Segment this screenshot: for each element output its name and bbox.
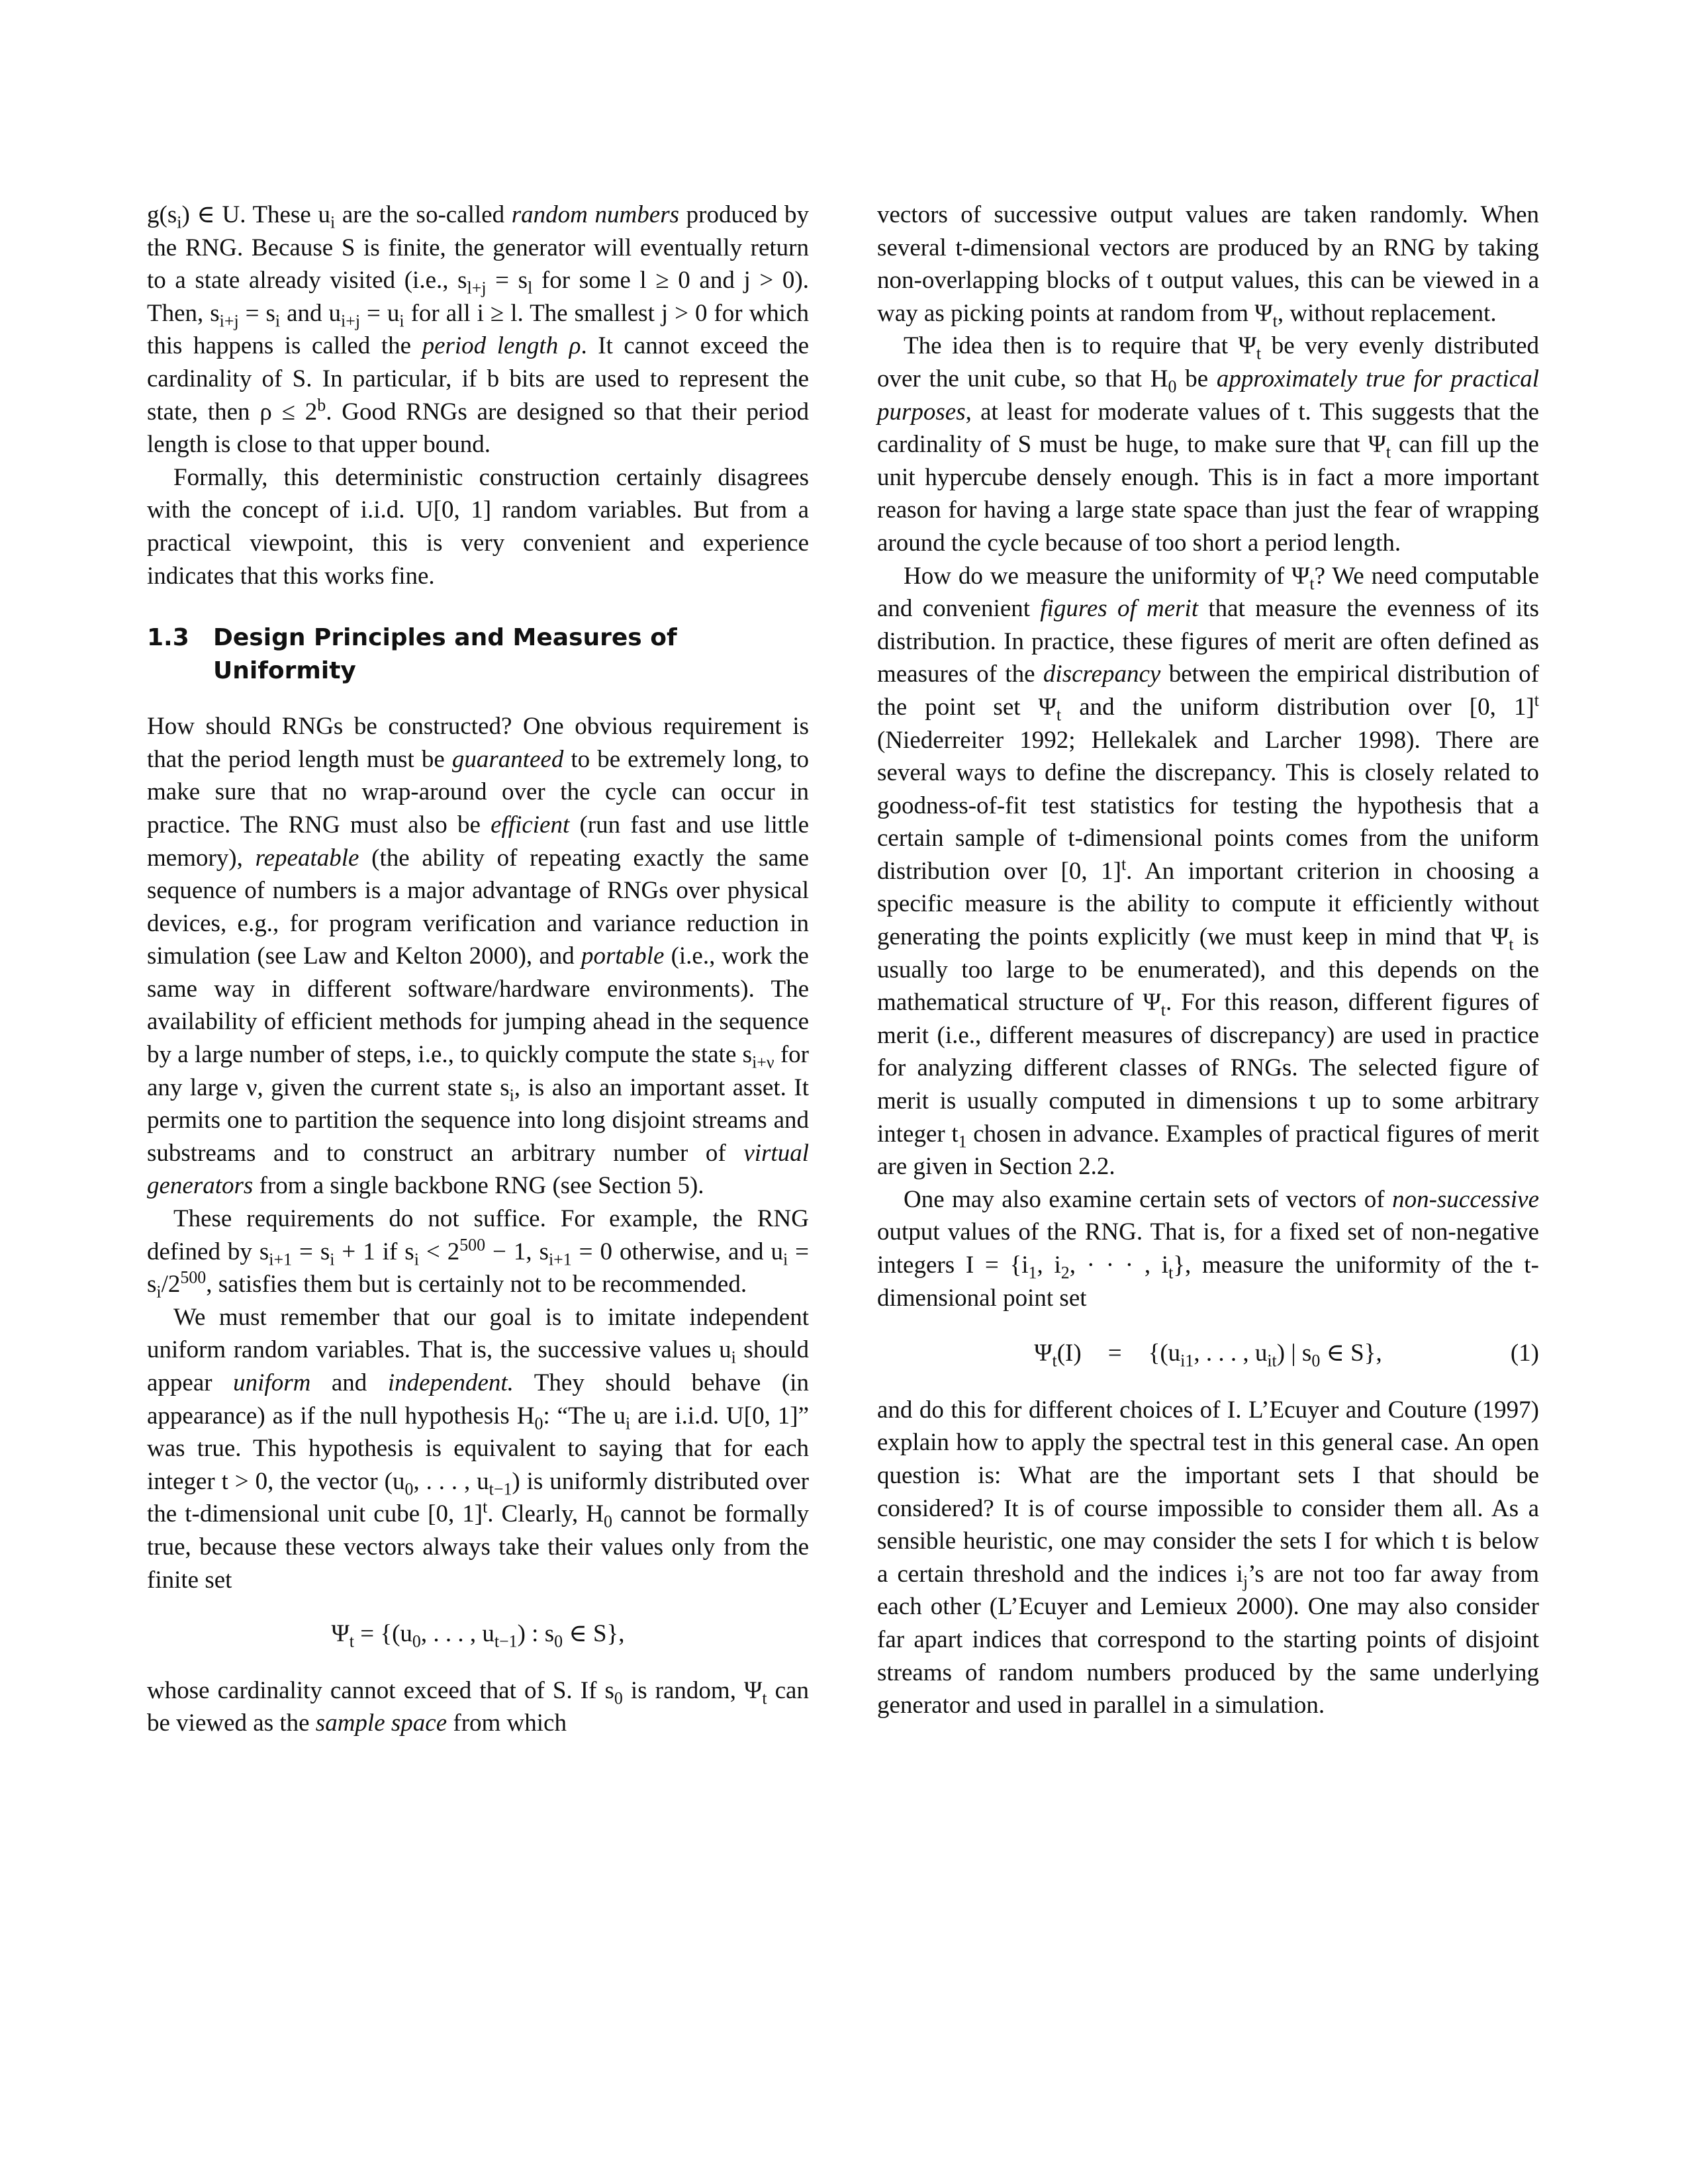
left-column xyxy=(147,199,809,1740)
equation-1-body: $\Psi_t(I) = \{(u_{i1}$, . . . , $u_{it}$) | $s_0$ ∈ S}, xyxy=(1034,1340,1382,1371)
paragraph-non-successive: One may also examine certain sets of vectors of non-successive output values of the RNG. That is, for a fixed set of non-negative integers $I = \{i_1$, $i_2$, · · · , $i_t$}, measure the uniformity of the t-dimensional point set xyxy=(877,1185,1539,1312)
paragraph-design-requirements: How should RNGs be constructed? One obvious requirement is that the period length must be guaranteed to be extremely long, to make sure that no wrap-around over the cycle can occur in practice. The RNG must also be efficient (run fast and use little memory), repeatable (the ability of repeating exactly the same sequence of numbers is a major advantage of RNGs over physical devices, e.g., for program verification and variance reduction in simulation (see Law and Kelton 2000), and portable (i.e., work the same way in different software/hardware environments). The availability of efficient methods for jumping ahead in the sequence by a large number of steps, i.e., to quickly compute the state $s_{i+\nu}$ for any large ν, given the current state $s_i$, is also an important asset. It permits one to partition the sequence into long disjoint streams and substreams and to construct an arbitrary number of virtual generators from a single backbone RNG (see Section 5). xyxy=(147,713,810,1200)
paragraph-formally: Formally, this deterministic construction certainly disagrees with the concept of i.i.d. U[0, 1] random variables. But from a practical viewpoint, this is very convenient and experience indicates that this works fine. xyxy=(147,463,809,590)
equation-psi-set: $\Psi_t = \{(u_0$, . . . , $u_{t-1}$) : $s_0$ ∈ S}, xyxy=(331,1620,625,1651)
equation-number: (1) xyxy=(1510,1340,1539,1367)
section-number: 1.3 xyxy=(147,624,189,652)
right-column xyxy=(877,199,1539,1722)
equation-1 xyxy=(877,1337,1539,1370)
paragraph-vectors-successive: vectors of successive output values are taken randomly. When several t-dimensional vectors are produced by an RNG by taking non-overlapping blocks of t output values, this can be viewed in a way as picking points at random from $\Psi_t$, without replacement. xyxy=(877,201,1539,331)
paragraph-figures-of-merit: How do we measure the uniformity of $\Psi_t$? We need computable and convenient figures of merit that measure the evenness of its distribution. In practice, these figures of merit are often defined as measures of the discrepancy between the empirical distribution of the point set $\Psi_t$ and the uniform distribution over [0, 1]$^t$ (Niederreiter 1992; Hellekalek and Larcher 1998). There are several ways to define the discrepancy. This is closely related to goodness-of-fit test statistics for testing the hypothesis that a certain sample of t-dimensional points comes from the uniform distribution over [0, 1]$^t$. An important criterion in choosing a specific measure is the ability to compute it efficiently without generating the points explicitly (we must keep in mind that $\Psi_t$ is usually too large to be enumerated), and this depends on the mathematical structure of $\Psi_t$. For this reason, different figures of merit (i.e., different measures of discrepancy) are used in practice for analyzing different classes of RNGs. The selected figure of merit is usually computed in dimensions t up to some arbitrary integer $t_1$ chosen in advance. Examples of practical figures of merit are given in Section 2.2. xyxy=(877,562,1540,1181)
paragraph-sample-space: whose cardinality cannot exceed that of S. If $s_0$ is random, $\Psi_t$ can be viewed as the sample space from which xyxy=(147,1676,809,1737)
section-heading xyxy=(147,621,809,688)
paragraph-evenly-distributed: The idea then is to require that $\Psi_t$ be very evenly distributed over the unit cube, so that $H_0$ be approximately true for practical purposes, at least for moderate values of t. This suggests that the cardinality of S must be huge, to make sure that $\Psi_t$ can fill up the unit hypercube densely enough. This is in fact a more important reason for having a large state space than just the fear of wrapping around the cycle because of too short a period length. xyxy=(877,332,1540,557)
section-title: Design Principles and Measures of Uniformity xyxy=(213,624,677,685)
paragraph-goal-imitate: We must remember that our goal is to imitate independent uniform random variables. That is, the successive values $u_i$ should appear uniform and independent. They should behave (in appearance) as if the null hypothesis $H_0$: “The $u_i$ are i.i.d. U[0, 1]” was true. This hypothesis is equivalent to saying that for each integer t > 0, the vector ($u_0$, . . . , $u_{t-1}$) is uniformly distributed over the t-dimensional unit cube [0, 1]$^t$. Clearly, $H_0$ cannot be formally true, because these vectors always take their values only from the finite set xyxy=(147,1303,810,1594)
paragraph-spectral-test: and do this for different choices of I. L’Ecuyer and Couture (1997) explain how to apply the spectral test in this general case. An open question is: What are the important sets I that should be considered? It is of course impossible to consider them all. As a sensible heuristic, one may consider the sets I for which t is below a certain threshold and the indices $i_j’s$ are not too far away from each other (L’Ecuyer and Lemieux 2000). One may also consider far apart indices that correspond to the starting points of disjoint streams of random numbers produced by the same underlying generator and used in parallel in a simulation. xyxy=(877,1396,1539,1719)
paragraph-rng-period: $g(s_i)$ ∈ U. These $u_i$ are the so-called random numbers produced by the RNG. Because S is finite, the generator will eventually return to a state already visited (i.e., $s_{l+j} = s_l$ for some l ≥ 0 and j > 0). Then, $s_{i+j} = s_i$ and $u_{i+j} = u_i$ for all i ≥ l. The smallest j > 0 for which this happens is called the period length ρ. It cannot exceed the cardinality of S. In particular, if b bits are used to represent the state, then $\rho \le 2^b$. Good RNGs are designed so that their period length is close to that upper bound. xyxy=(147,201,810,459)
paragraph-requirements-not-suffice: These requirements do not suffice. For example, the RNG defined by $s_{i+1} = s_i + 1$ if $s_i < 2^{500} - 1$, $s_{i+1} = 0$ otherwise, and $u_i = s_i/2^{500}$, satisfies them but is certainly not to be recommended. xyxy=(147,1205,809,1302)
